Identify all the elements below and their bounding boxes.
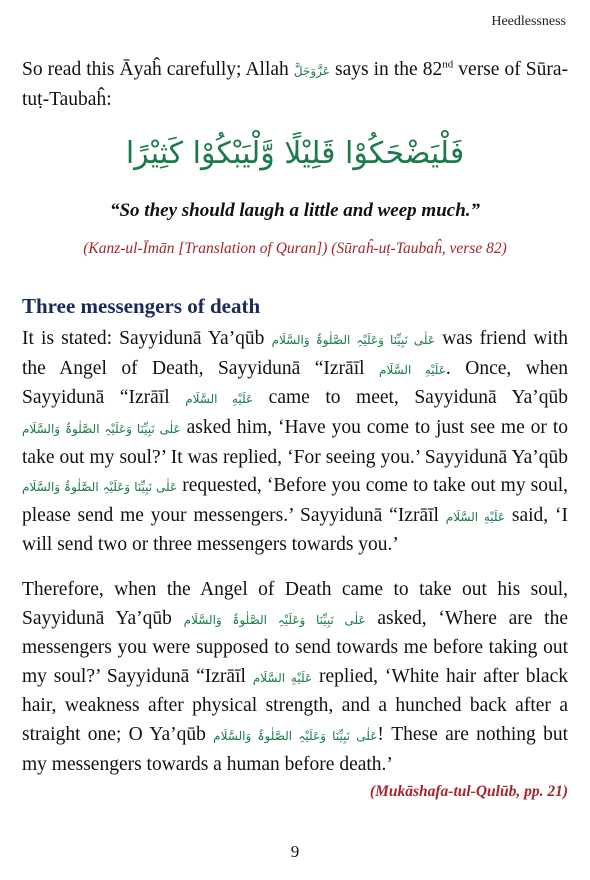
ordinal-suffix: nd [442, 58, 454, 71]
intro-text: verse of Sūra-tuṭ-Taubaĥ: [22, 59, 569, 110]
paragraph-text: ! These are nothing but my messengers towards a human before death.’ [22, 723, 568, 775]
story-paragraph-1 [22, 325, 568, 560]
intro-paragraph [22, 56, 568, 114]
honorific: عَلٰی نَبِیِّنَا وَعَلَیْہِ الصَّلٰوۃُ وَالسَّلَام [271, 333, 436, 348]
verse-citation: (Kanz-ul-Īmān [Translation of Quran]) (Sūraĥ-uṭ-Taubaĥ, verse 82) [83, 240, 507, 258]
honorific: عَلَيْهِ السَّلَام [185, 392, 254, 407]
section-heading: Three messengers of death [22, 294, 261, 319]
paragraph-text: came to meet, Sayyidunā Ya’qūb [253, 387, 568, 409]
paragraph-text: asked him, ‘Have you come to just see me or to take out my soul?’ It was replied, ‘For seeing you.’ Sayyidunā Ya’qūb [22, 416, 568, 468]
honorific: عَلَيْهِ السَّلَام [379, 362, 446, 377]
paragraph-text: asked, ‘Where are the messengers you were supposed to send towards me before taking out my soul?’ Sayyidunā “Izrāīl [22, 607, 569, 687]
paragraph-text: was friend with the Angel of Death, Sayyidunā “Izrāīl [22, 328, 568, 379]
honorific: عَلٰی نَبِیِّنَا وَعَلَیْہِ الصَّلٰوۃُ وَالسَّلَام [22, 421, 181, 436]
honorific: عَلَيْهِ السَّلَام [445, 509, 506, 524]
source-reference: (Mukāshafa-tul-Qulūb, pp. 21) [369, 783, 568, 801]
quran-verse-arabic: فَلْيَضْحَكُوْا قَلِيْلًا وَّلْيَبْكُوْا كَثِيْرًا [125, 136, 465, 172]
honorific: عَلٰی نَبِیِّنَا وَعَلَیْہِ الصَّلٰوۃُ وَالسَّلَام [22, 480, 178, 495]
paragraph-text: replied, ‘White hair after black hair, weakness after physical strength, and a hunched back after a straight one; O Ya’qūb [22, 665, 568, 745]
paragraph-text: . Once, when Sayyidunā “Izrāīl [22, 357, 568, 409]
intro-text: So read this Āyaĥ carefully; Allah [22, 59, 294, 80]
paragraph-text: said, ‘I will send two or three messengers towards you.’ [22, 504, 568, 556]
story-paragraph-2 [22, 576, 568, 779]
running-header: Heedlessness [491, 14, 566, 29]
verse-translation: “So they should laugh a little and weep much.” [109, 200, 481, 222]
honorific: عَلٰی نَبِیِّنَا وَعَلَیْہِ الصَّلٰوۃُ وَالسَّلَام [213, 728, 378, 743]
intro-text: says in the 82 [329, 59, 443, 80]
honorific: عَلٰی نَبِیِّنَا وَعَلَیْہِ الصَّلٰوۃُ وَالسَّلَام [183, 612, 366, 627]
page-number: 9 [290, 842, 300, 861]
paragraph-text: Therefore, when the Angel of Death came to take out his soul, Sayyidunā Ya’qūb [22, 578, 568, 629]
honorific: عَلَيْهِ السَّلَام [252, 670, 313, 685]
paragraph-text: It is stated: Sayyidunā Ya’qūb [22, 328, 272, 350]
honorific-azza: عَزَّوَجَلَّ [293, 64, 330, 78]
paragraph-text: requested, ‘Before you come to take out my soul, please send me your messengers.’ Sayyidunā “Izrāīl [22, 475, 568, 526]
page-content [22, 56, 568, 801]
